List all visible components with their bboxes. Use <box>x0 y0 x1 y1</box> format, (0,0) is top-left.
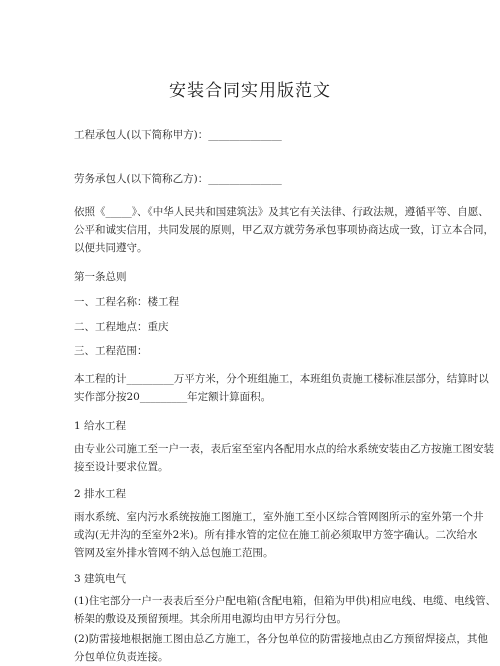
body-line: (1)住宅部分一户一表表后至分户配电箱(含配电箱，但箱为甲供)相应电线、电缆、电线管、 <box>74 595 497 607</box>
section-electrical-p2 <box>74 630 488 666</box>
body-line: 分包单位负责连接。 <box>74 651 169 663</box>
section-drainage-body <box>74 508 484 562</box>
body-line: (2)防雷接地根据施工图由总乙方施工，各分包单位的防雷接地点由乙方预留焊接点，其他 <box>74 633 488 645</box>
chapter-heading: 第一条总则 <box>74 271 127 283</box>
body-line: 管网及室外排水管网不纳入总包施工范围。 <box>74 547 274 559</box>
section-water-supply-title: 1 给水工程 <box>74 420 127 432</box>
project-location: 二、工程地点：重庆 <box>74 321 169 333</box>
scope-line: 实作部分按20_________年定额计算面积。 <box>74 391 272 403</box>
body-line: 由专业公司施工至一户一表，表后室至室内各配用水点的给水系统安装由乙方按施工图安装 <box>74 443 494 455</box>
scope-paragraph <box>74 370 489 406</box>
document-title: 安装合同实用版范文 <box>169 81 331 101</box>
body-line: 接至设计要求位置。 <box>74 461 169 473</box>
party-a-line: 工程承包人(以下简称甲方)：______________ <box>74 129 282 141</box>
intro-line: 依照《_____》、《中华人民共和国建筑法》及其它有关法律、行政法规，遵循平等、自愿、 <box>74 206 489 218</box>
project-scope-label: 三、工程范围： <box>74 345 148 357</box>
party-b-line: 劳务承包人(以下简称乙方)：______________ <box>74 173 282 185</box>
body-line: 雨水系统、室内污水系统按施工图施工，室外施工至小区综合管网图所示的室外第一个井 <box>74 511 484 523</box>
body-line: 桥架的敷设及预留预埋。其余所用电源均由甲方另行分包。 <box>74 613 347 625</box>
intro-line: 公平和诚实信用，共同发展的原则，甲乙双方就劳务承包事项协商达成一致，订立本合同， <box>74 224 494 236</box>
section-drainage-title: 2 排水工程 <box>74 488 127 500</box>
scope-line: 本工程的计_________万平方米，分个班组施工，本班组负责施工楼标准层部分，结算时以 <box>74 373 489 385</box>
intro-paragraph <box>74 203 494 257</box>
section-electrical-title: 3 建筑电气 <box>74 573 127 585</box>
project-name: 一、工程名称：楼工程 <box>74 296 179 308</box>
intro-line: 以便共同遵守。 <box>74 242 148 254</box>
body-line: 或沟(无井沟的至室外2米)。所有排水管的定位在施工前必须取甲方签字确认。二次给水 <box>74 529 478 541</box>
section-electrical-p1 <box>74 592 497 628</box>
section-water-supply-body <box>74 440 494 476</box>
